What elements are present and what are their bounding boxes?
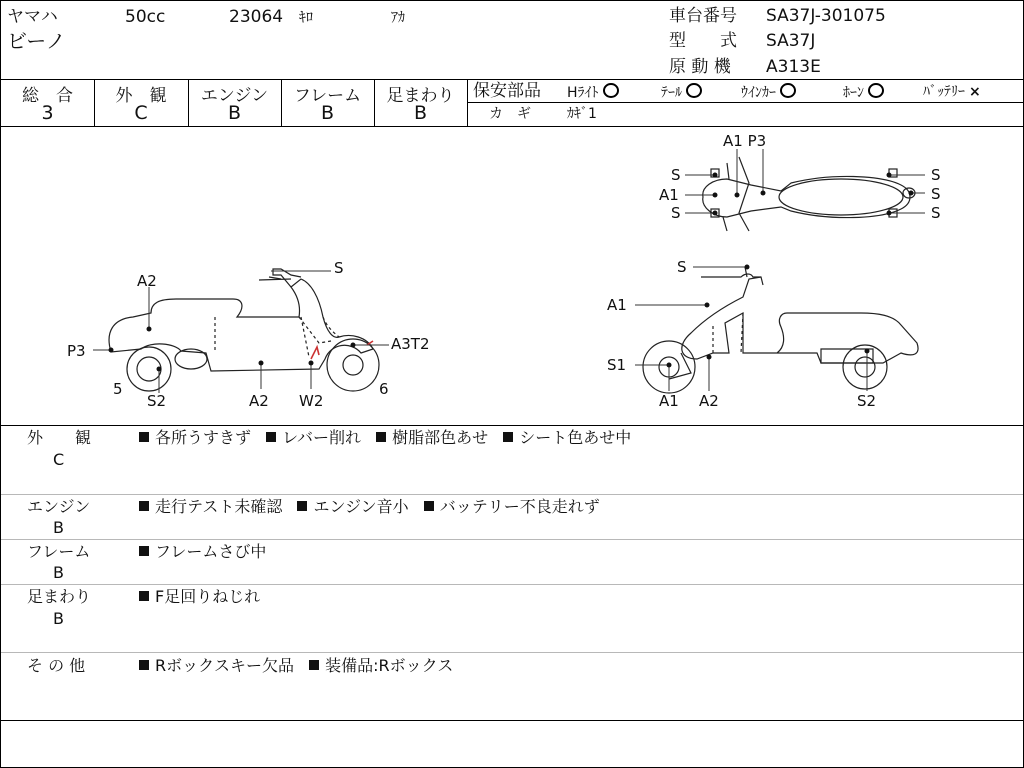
model-code-label: 型 式 bbox=[669, 31, 737, 51]
grade-frame-value: B bbox=[320, 102, 335, 124]
diagram-label: A1 P3 bbox=[723, 132, 767, 150]
mileage: 23064 bbox=[229, 7, 284, 27]
ok-circle-icon bbox=[780, 83, 796, 98]
diagram-label: A2 bbox=[137, 272, 157, 290]
remark-items: 走行テスト未確認 エンジン音小 バッテリー不良走れず bbox=[139, 498, 600, 516]
bullet-square-icon bbox=[309, 660, 319, 670]
diagram-label: S2 bbox=[147, 392, 167, 410]
remark-items: 各所うすきず レバー削れ 樹脂部色あせ シート色あせ中 bbox=[139, 429, 631, 447]
diagram-label: A3T2 bbox=[391, 335, 430, 353]
bullet-square-icon bbox=[139, 432, 149, 442]
diagram-label: S bbox=[671, 166, 681, 184]
safety-item-battery: ﾊﾞｯﾃﾘｰ × bbox=[923, 84, 981, 100]
bullet-square-icon bbox=[139, 501, 149, 511]
key-value: ｶｷﾞ1 bbox=[567, 106, 597, 122]
diagram-label: A1 bbox=[659, 186, 679, 204]
mileage-unit: ｷﾛ bbox=[299, 10, 313, 26]
ok-circle-icon bbox=[603, 83, 619, 98]
safety-parts-label: 保安部品 bbox=[473, 81, 541, 101]
ok-circle-icon bbox=[868, 83, 884, 98]
bullet-square-icon bbox=[139, 546, 149, 556]
grade-total-value: 3 bbox=[41, 102, 54, 124]
remark-grade: C bbox=[53, 450, 65, 469]
bullet-square-icon bbox=[297, 501, 307, 511]
model-name: ビーノ bbox=[7, 29, 66, 53]
frame-no: SA37J-301075 bbox=[766, 6, 886, 26]
safety-item-tail: ﾃｰﾙ bbox=[661, 83, 702, 102]
diagram-label: S2 bbox=[857, 392, 877, 410]
diagram-label: S bbox=[931, 204, 941, 222]
model-code: SA37J bbox=[766, 31, 816, 51]
diagram-label: S bbox=[334, 259, 344, 277]
diagram-label: 5 bbox=[113, 380, 123, 398]
displacement: 50cc bbox=[125, 7, 166, 27]
top-view-scooter-icon bbox=[703, 157, 915, 231]
grade-frame-label: フレーム bbox=[293, 86, 362, 106]
bullet-square-icon bbox=[503, 432, 513, 442]
remark-items: Rボックスキー欠品 装備品:Rボックス bbox=[139, 657, 453, 675]
diagram-label: W2 bbox=[299, 392, 324, 410]
remark-category: 足まわり bbox=[27, 587, 92, 606]
right-side-scooter-icon bbox=[643, 267, 918, 393]
diagram-label: A2 bbox=[699, 392, 719, 410]
color: ｱｶ bbox=[391, 10, 405, 26]
diagram-label: S1 bbox=[607, 356, 627, 374]
ng-cross-icon: × bbox=[969, 84, 981, 100]
bullet-square-icon bbox=[139, 660, 149, 670]
diagram-label: A2 bbox=[249, 392, 269, 410]
diagram-label: P3 bbox=[67, 342, 86, 360]
grade-engine-value: B bbox=[227, 102, 242, 124]
bullet-square-icon bbox=[424, 501, 434, 511]
diagram-label: S bbox=[677, 258, 687, 276]
maker: ヤマハ bbox=[7, 7, 58, 27]
remark-category: エンジン bbox=[27, 497, 91, 516]
remark-grade: B bbox=[53, 609, 64, 628]
diagram-label: S bbox=[931, 166, 941, 184]
remark-category: フレーム bbox=[27, 542, 91, 561]
remark-grade: B bbox=[53, 518, 64, 537]
bullet-square-icon bbox=[376, 432, 386, 442]
diagram-label: A1 bbox=[607, 296, 627, 314]
grade-exterior-value: C bbox=[134, 102, 148, 124]
diagram-label: S bbox=[931, 185, 941, 203]
key-label: カ ギ bbox=[489, 106, 531, 122]
engine-label: 原 動 機 bbox=[669, 57, 731, 77]
remark-category: 外 観 bbox=[27, 428, 92, 447]
remark-items: F足回りねじれ bbox=[139, 588, 260, 606]
diagram-label: S bbox=[671, 204, 681, 222]
grade-suspension-value: B bbox=[413, 102, 428, 124]
leader-lines bbox=[93, 149, 925, 393]
vehicle-header bbox=[1, 1, 1023, 80]
ok-circle-icon bbox=[686, 83, 702, 98]
safety-item-horn: ﾎｰﾝ bbox=[843, 83, 884, 102]
remark-category: そ の 他 bbox=[27, 656, 86, 675]
grade-engine-label: エンジン bbox=[200, 86, 269, 106]
damage-diagram bbox=[1, 127, 1023, 425]
grade-suspension-label: 足まわり bbox=[386, 86, 455, 106]
bullet-square-icon bbox=[266, 432, 276, 442]
bullet-square-icon bbox=[139, 591, 149, 601]
safety-item-winker: ｳｲﾝｶｰ bbox=[741, 83, 796, 102]
diagram-label: 6 bbox=[379, 380, 389, 398]
remark-grade: B bbox=[53, 563, 64, 582]
grade-exterior-label: 外 観 bbox=[115, 86, 167, 106]
diagram-label: A1 bbox=[659, 392, 679, 410]
remark-items: フレームさび中 bbox=[139, 543, 266, 561]
frame-no-label: 車台番号 bbox=[669, 6, 737, 26]
safety-item-headlight: Hﾗｲﾄ bbox=[567, 83, 619, 102]
engine-code: A313E bbox=[766, 57, 821, 77]
grade-total-label: 総 合 bbox=[22, 86, 73, 106]
